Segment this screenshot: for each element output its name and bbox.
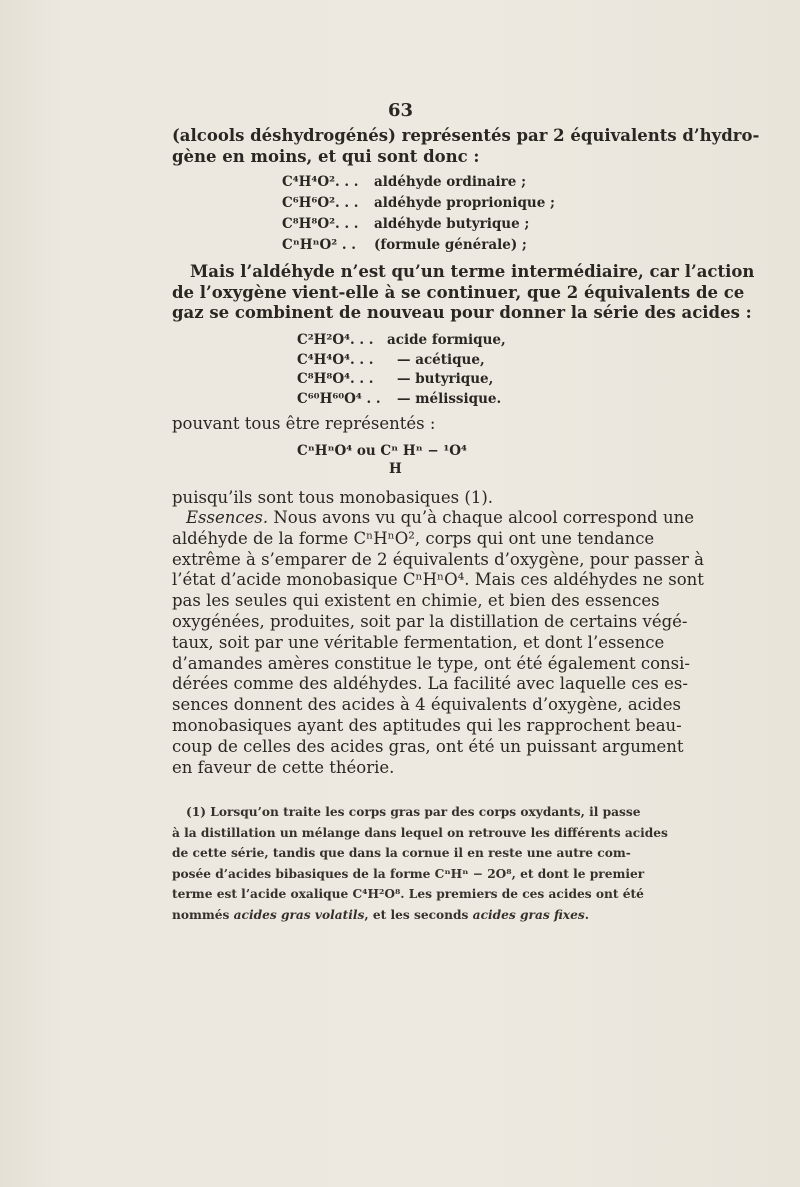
formula-description: aldéhyde butyrique ; (374, 216, 530, 232)
footnote-line (172, 905, 627, 926)
text-line: gène en moins, et qui sont donc : (172, 146, 480, 166)
formula-description: — acétique, (397, 351, 485, 368)
text-line (172, 508, 694, 529)
italic-term: acides gras volatils (233, 907, 365, 922)
section-heading: Essences. (186, 508, 269, 527)
text-line: dérées comme des aldéhydes. La facilité avec laquelle ces es- (172, 674, 688, 694)
text-line: monobasiques ayant des aptitudes qui les rapprochent beau- (172, 715, 682, 735)
formula-description: — mélissique. (397, 390, 502, 407)
text-line: extrême à s’emparer de 2 équivalents d’oxygène, pour passer à (172, 549, 705, 569)
page-number: 63 (388, 100, 414, 121)
formula: C²H²O⁴. . . (297, 332, 374, 348)
text-fragment: nommés (172, 907, 234, 922)
footnote-line: posée d’acides bibasiques de la forme CⁿHⁿ − 2O⁸, et dont le premier (172, 866, 645, 881)
paragraph-monobasic (172, 488, 627, 509)
text-line: puisqu’ils sont tous monobasiques (1). (172, 488, 494, 507)
footnote-line: terme est l’acide oxalique C⁴H²O⁸. Les premiers de ces acides ont été (172, 887, 644, 901)
text-line: aldéhyde de la forme CⁿHⁿO², corps qui ont une tendance (172, 528, 655, 548)
text-line: pas les seules qui existent en chimie, et bien des essences (172, 591, 660, 611)
text-line: sences donnent des acides à 4 équivalents d’oxygène, acides (172, 695, 681, 715)
aldehyde-row (282, 235, 555, 256)
text-line: gaz se combinent de nouveau pour donner la série des acides : (172, 303, 752, 322)
paragraph-intro (172, 126, 760, 167)
aldehyde-row (282, 172, 555, 193)
paragraph-aldehyde-oxidation (172, 262, 755, 324)
text-line: de l’oxygène vient-elle à se continuer, que 2 équivalents de ce (172, 282, 745, 302)
formula: C⁶H⁶O². . . (282, 195, 359, 211)
formula: C⁴H⁴O². . . (282, 174, 359, 190)
text-line: coup de celles des acides gras, ont été un puissant argument (172, 736, 684, 756)
footnote-line: à la distillation un mélange dans lequel on retrouve les différents acides (172, 825, 668, 840)
text-line: en faveur de cette théorie. (172, 757, 395, 777)
aldehyde-row (282, 214, 555, 235)
aldehyde-row (282, 193, 555, 214)
paragraph-represented (172, 414, 627, 435)
formula-description: acide formique, (387, 332, 506, 348)
text-fragment: Nous avons vu qu’à chaque alcool correspond une (268, 508, 694, 527)
formula-description: — butyrique, (397, 371, 494, 387)
text-line: taux, soit par une véritable fermentation, et dont l’essence (172, 632, 665, 652)
formula-description: aldéhyde proprionique ; (374, 195, 556, 211)
text-line: pouvant tous être représentés : (172, 414, 436, 433)
acid-row (297, 390, 506, 410)
italic-term: acides gras fixes (472, 907, 585, 922)
text-line: (alcools déshydrogénés) représentés par 2 équivalents d’hydro- (172, 126, 760, 145)
aldehyde-list (282, 172, 555, 256)
formula: C⁸H⁸O⁴. . . (297, 371, 374, 387)
acid-row (297, 331, 506, 351)
general-formula-top: CⁿHⁿO⁴ ou Cⁿ Hⁿ − ¹O⁴ (297, 443, 467, 459)
formula: CⁿHⁿO² . . (282, 237, 356, 253)
formula-description: (formule générale) ; (374, 237, 527, 253)
general-formula-bottom: H (389, 461, 402, 477)
formula-description: aldéhyde ordinaire ; (374, 174, 527, 190)
footnote (172, 802, 668, 925)
formula: C⁴H⁴O⁴. . . (297, 351, 374, 368)
formula: C⁶⁰H⁶⁰O⁴ . . (297, 390, 381, 407)
text-line: Mais l’aldéhyde n’est qu’un terme intermédiaire, car l’action (190, 262, 755, 281)
acid-row (297, 370, 506, 390)
footnote-line: de cette série, tandis que dans la cornue il en reste une autre com- (172, 846, 631, 860)
text-line: d’amandes amères constitue le type, ont été également consi- (172, 653, 690, 673)
paragraph-essences (172, 508, 705, 778)
text-line: oxygénées, produites, soit par la distillation de certains végé- (172, 611, 688, 631)
acid-row (297, 351, 506, 371)
text-fragment: , et les seconds (364, 907, 473, 922)
text-line: l’état d’acide monobasique CⁿHⁿO⁴. Mais ces aldéhydes ne sont (172, 570, 704, 590)
general-formula (297, 442, 467, 478)
acid-list (297, 331, 506, 409)
text-fragment: . (584, 907, 589, 922)
formula: C⁸H⁸O². . . (282, 216, 359, 232)
footnote-line: (1) Lorsqu’on traite les corps gras par des corps oxydants, il passe (186, 805, 641, 819)
